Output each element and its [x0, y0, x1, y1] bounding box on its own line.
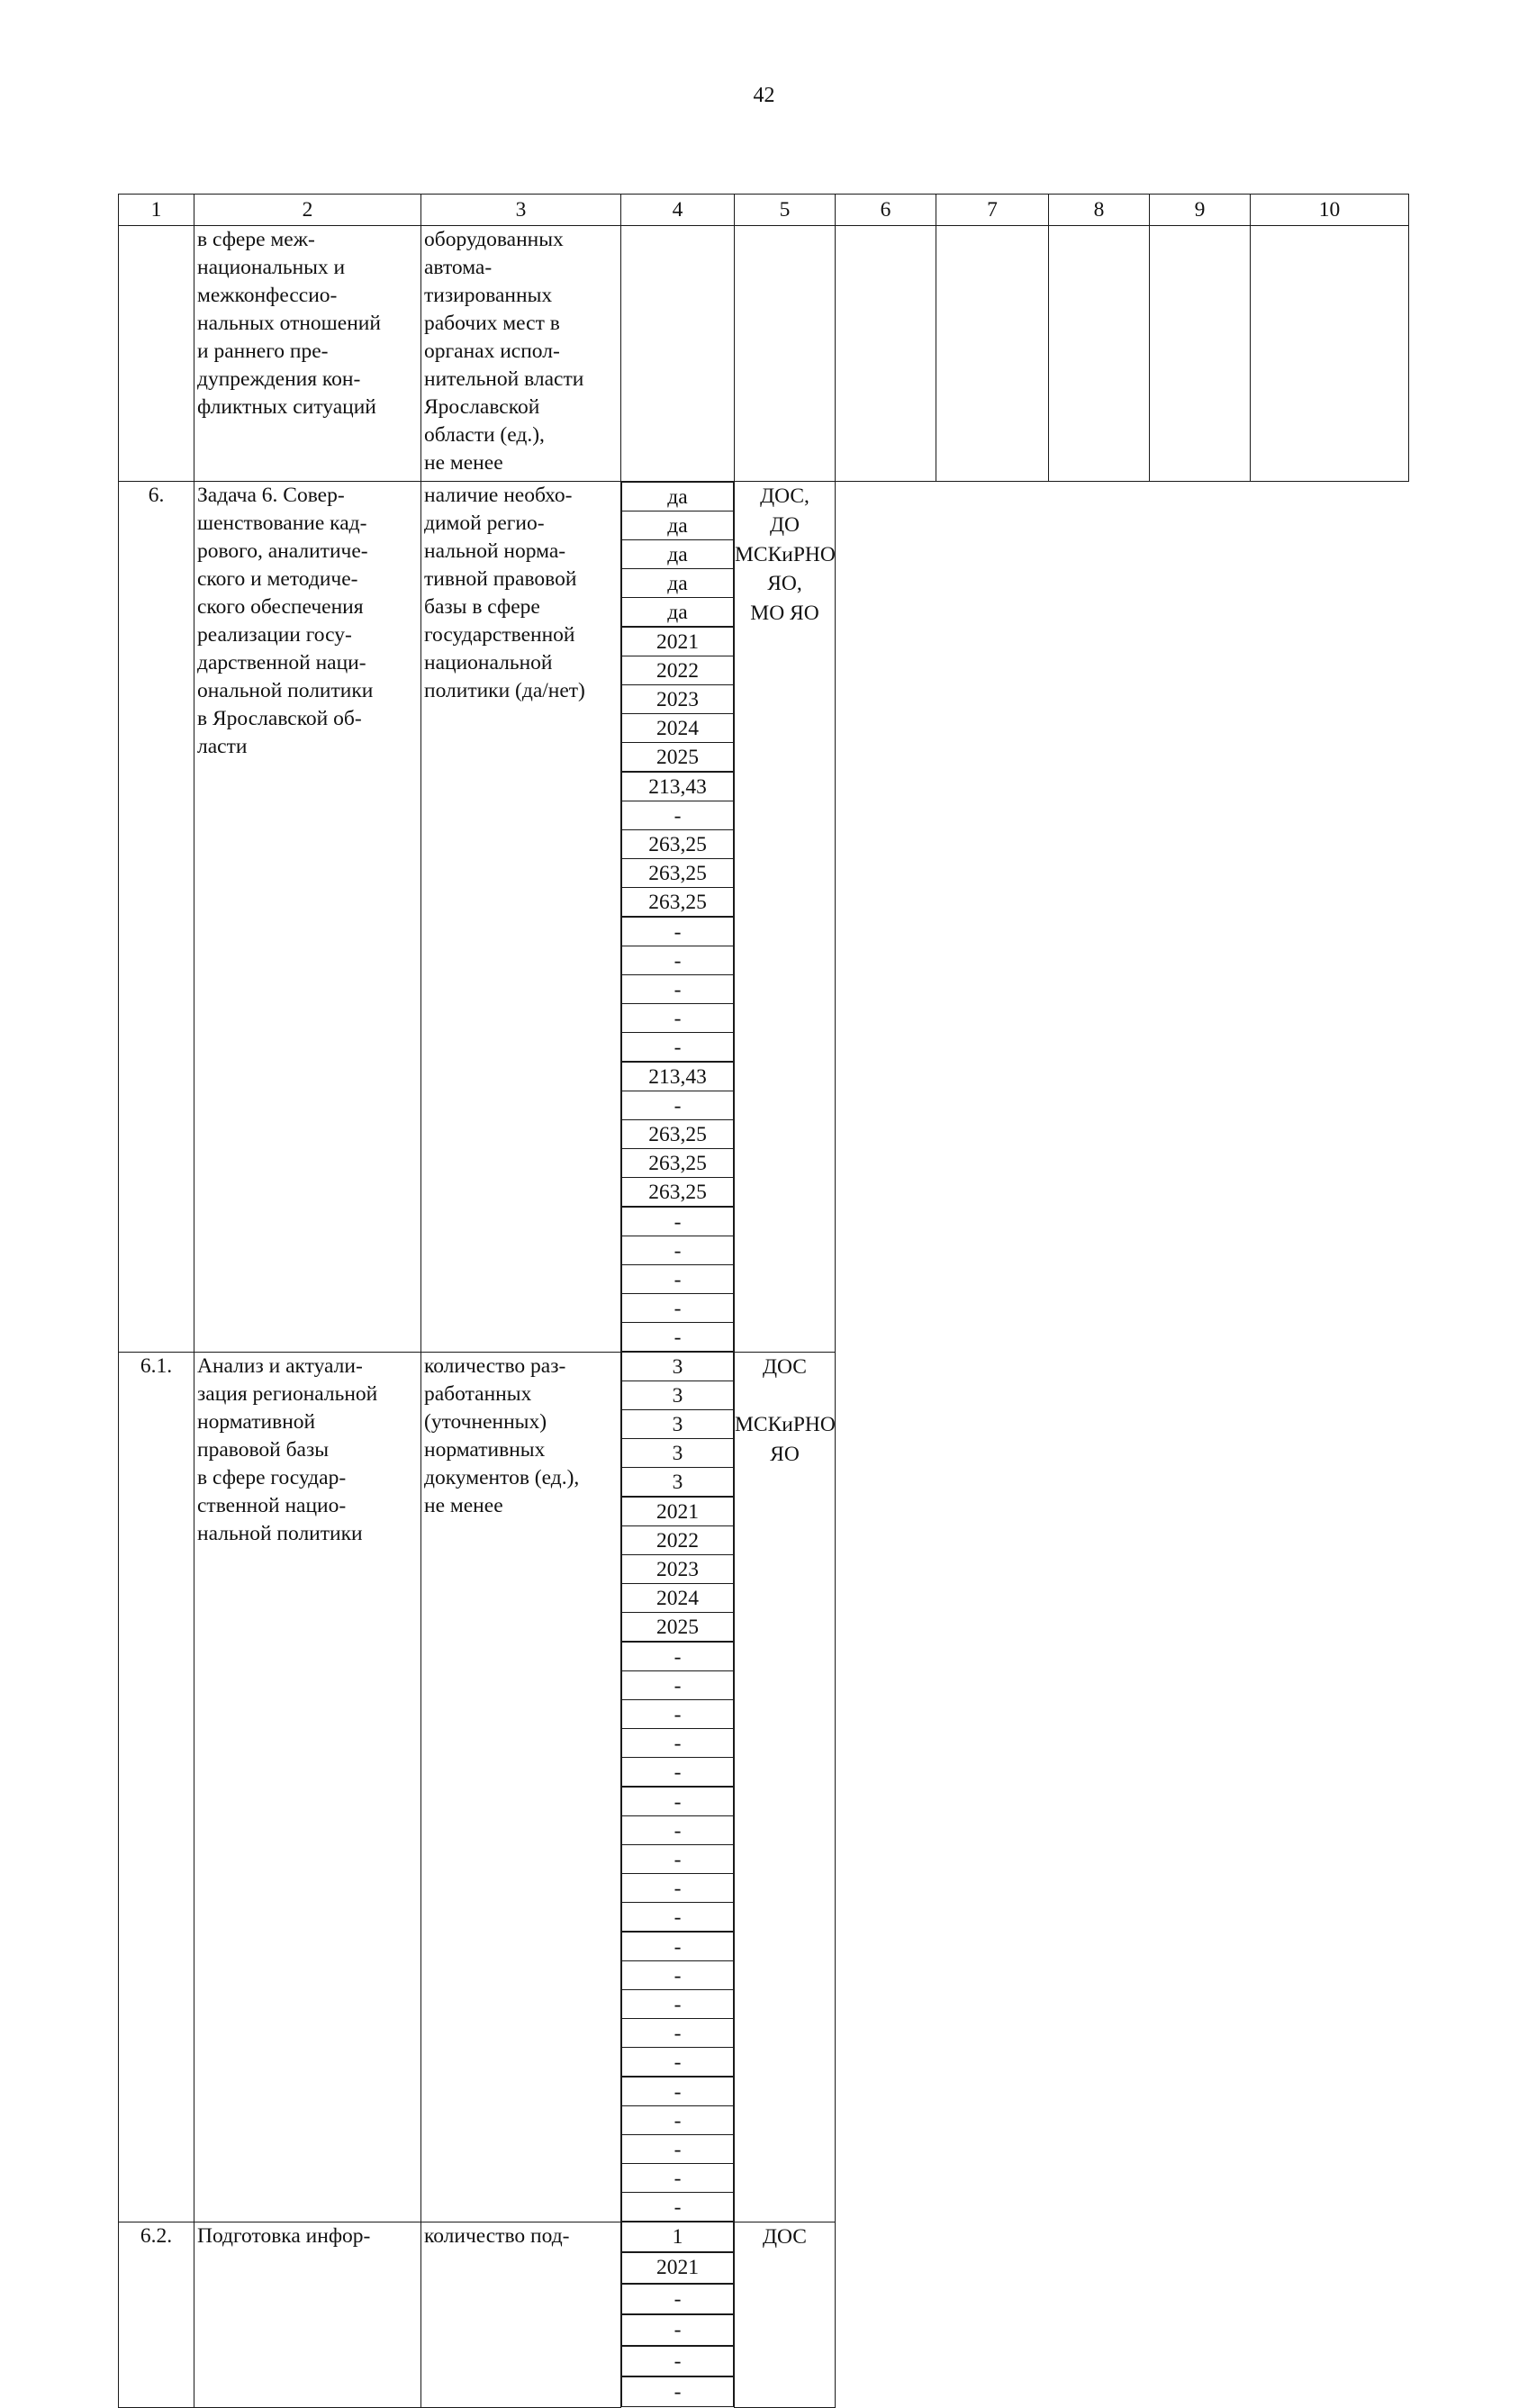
cell-funding-col7	[621, 917, 734, 1062]
cell-line: -	[622, 1208, 733, 1236]
cell-indicator	[421, 2222, 621, 2407]
cell-line: да	[622, 540, 733, 569]
cell-line: -	[622, 1845, 733, 1874]
cell-line: -	[674, 2286, 682, 2311]
cell-line: нительной власти	[424, 367, 584, 391]
cell-responsible	[735, 2222, 836, 2407]
cell-line: ДОС,	[760, 484, 809, 508]
cell-line: ласти	[197, 735, 248, 758]
cell-indicator-value	[621, 2222, 734, 2252]
cell-empty	[936, 226, 1049, 482]
cell-line: рабочих мест в	[424, 312, 560, 335]
header-cell: 10	[1251, 195, 1409, 226]
cell-line: -	[622, 1671, 733, 1700]
cell-line: межконфессио-	[197, 284, 338, 307]
cell-line: правовой базы	[197, 1437, 330, 1462]
table-row-6	[119, 482, 1409, 1353]
cell-line: -	[674, 1761, 682, 1784]
cell-line: -	[622, 1816, 733, 1845]
cell-line: ДОС	[763, 2224, 807, 2249]
cell-line: -	[622, 1265, 733, 1294]
cell-responsible	[735, 482, 836, 1353]
cell-line: -	[674, 1326, 682, 1349]
cell-line: Ярославской	[424, 395, 540, 419]
cell-line: Задача 6. Совер-	[197, 484, 345, 507]
cell-line: МСКиРНО	[735, 1413, 836, 1437]
cell-funding-col8	[621, 2346, 734, 2376]
cell-line: органах испол-	[424, 339, 560, 363]
cell-line: области (ед.),	[424, 423, 545, 447]
cell-line: димой регио-	[424, 511, 545, 535]
cell-line: национальных и	[197, 256, 346, 279]
cell-empty	[1049, 226, 1150, 482]
cell-line: ональной политики	[197, 679, 374, 702]
cell-line: -	[622, 1961, 733, 1990]
cell-line: ственной нацио-	[197, 1493, 347, 1517]
cell-indicator-value	[621, 1352, 734, 1497]
cell-line: 213,43	[622, 773, 733, 801]
cell-line: -	[622, 1236, 733, 1265]
cell-line: тивной правовой	[424, 567, 577, 591]
header-cell: 5	[735, 195, 836, 226]
cell-line: да	[667, 601, 688, 624]
cell-line: 2023	[622, 685, 733, 714]
cell-line: 1	[672, 2225, 683, 2249]
cell-year	[621, 627, 734, 772]
cell-number: 6.1.	[119, 1352, 194, 2222]
cell-line: дарственной наци-	[197, 651, 366, 674]
cell-empty	[1251, 226, 1409, 482]
cell-line: ского и методиче-	[197, 567, 358, 591]
cell-number	[119, 226, 194, 482]
cell-funding-col7	[621, 2314, 734, 2345]
cell-line: -	[674, 1906, 682, 1929]
cell-line: ЯО,	[767, 572, 802, 596]
header-cell: 8	[1049, 195, 1150, 226]
cell-line: 3	[622, 1410, 733, 1439]
cell-line: -	[674, 2379, 682, 2403]
cell-task-name	[194, 482, 421, 1353]
header-cell: 3	[421, 195, 621, 226]
cell-line: Подготовка инфор-	[197, 2223, 371, 2248]
cell-line: Анализ и актуали-	[197, 1353, 363, 1378]
cell-line: 3	[622, 1381, 733, 1410]
cell-line: 3	[622, 1439, 733, 1468]
cell-line: -	[674, 2050, 682, 2074]
cell-line	[735, 1381, 835, 1410]
cell-line: -	[622, 1700, 733, 1729]
cell-line: оборудованных	[424, 228, 564, 251]
cell-line: 2021	[622, 1498, 733, 1526]
cell-line: государственной	[424, 623, 575, 647]
cell-line: да	[622, 569, 733, 598]
cell-line: тизированных	[424, 284, 553, 307]
header-cell: 9	[1150, 195, 1251, 226]
cell-indicator	[421, 482, 621, 1353]
cell-task-name	[194, 1352, 421, 2222]
cell-line: в Ярославской об-	[197, 707, 362, 730]
table-row-6-1	[119, 1352, 1409, 2222]
cell-line: (уточненных)	[424, 1409, 547, 1434]
cell-line: количество под-	[424, 2223, 570, 2248]
cell-line: нальной политики	[197, 1521, 363, 1545]
cell-line: в сфере меж-	[197, 228, 315, 251]
cell-line: МО ЯО	[750, 601, 819, 625]
cell-line: 2021	[656, 2256, 699, 2280]
cell-task-name	[194, 226, 421, 482]
cell-line: -	[622, 1788, 733, 1816]
cell-line: ДО	[769, 513, 800, 538]
cell-line: -	[622, 2164, 733, 2193]
cell-line: -	[622, 801, 733, 830]
cell-line: зация региональной	[197, 1381, 378, 1406]
page-number: 42	[753, 84, 775, 107]
cell-line: 3	[672, 1471, 683, 1494]
cell-line: рового, аналитиче-	[197, 539, 368, 563]
cell-line: политики (да/нет)	[424, 679, 585, 702]
cell-line: 3	[622, 1353, 733, 1381]
cell-line: нальной норма-	[424, 539, 566, 563]
cell-line: -	[622, 1643, 733, 1671]
cell-line: работанных	[424, 1381, 532, 1406]
cell-line: не менее	[424, 451, 503, 475]
cell-line: -	[674, 2349, 682, 2373]
cell-line: -	[622, 2135, 733, 2164]
cell-total-funding	[621, 2284, 734, 2314]
cell-indicator	[421, 226, 621, 482]
cell-line: -	[622, 1874, 733, 1903]
cell-line: -	[622, 975, 733, 1004]
cell-empty	[735, 226, 836, 482]
cell-line: наличие необхо-	[424, 484, 573, 507]
cell-line: -	[622, 1294, 733, 1323]
cell-line: 263,25	[648, 1181, 707, 1204]
cell-task-name	[194, 2222, 421, 2407]
cell-line: фликтных ситуаций	[197, 395, 376, 419]
cell-line: -	[674, 2318, 682, 2342]
cell-line: 2022	[622, 656, 733, 685]
cell-funding-col8	[621, 1932, 734, 2077]
cell-line: 263,25	[622, 1149, 733, 1178]
cell-line: -	[622, 2078, 733, 2106]
cell-line: 263,25	[622, 1120, 733, 1149]
cell-line: 263,25	[622, 830, 733, 859]
cell-funding-col9	[621, 2077, 734, 2222]
cell-line: автома-	[424, 256, 493, 279]
cell-line: 263,25	[648, 891, 707, 914]
cell-line: -	[622, 918, 733, 946]
table-row-continuation	[119, 226, 1409, 482]
cell-line: нормативной	[197, 1409, 316, 1434]
program-table	[118, 194, 1409, 2408]
cell-line: -	[622, 2106, 733, 2135]
cell-funding-col9	[621, 2376, 734, 2407]
cell-line: 2024	[622, 1584, 733, 1613]
header-cell: 7	[936, 195, 1049, 226]
cell-line: ского обеспечения	[197, 595, 364, 619]
cell-line: 213,43	[622, 1063, 733, 1091]
cell-line: 2025	[656, 746, 699, 769]
cell-year	[621, 2252, 734, 2283]
cell-line: и раннего пре-	[197, 339, 329, 363]
cell-line: -	[674, 2195, 682, 2219]
cell-total-funding	[621, 1642, 734, 1787]
header-cell: 1	[119, 195, 194, 226]
cell-line: дупреждения кон-	[197, 367, 361, 391]
cell-line: 263,25	[622, 859, 733, 888]
cell-line: не менее	[424, 1493, 503, 1517]
cell-year	[621, 1497, 734, 1642]
cell-line: -	[622, 2019, 733, 2048]
cell-funding-col9	[621, 1207, 734, 1352]
cell-indicator-value	[621, 482, 734, 627]
cell-line: количество раз-	[424, 1353, 566, 1378]
cell-line: базы в сфере	[424, 595, 540, 619]
cell-responsible	[735, 1352, 836, 2222]
cell-line: -	[622, 1933, 733, 1961]
cell-line: 2021	[622, 628, 733, 656]
cell-funding-col8	[621, 1062, 734, 1207]
header-row	[119, 195, 1409, 226]
cell-line: -	[622, 1990, 733, 2019]
cell-line: МСКиРНО	[735, 542, 836, 566]
cell-line: шенствование кад-	[197, 511, 367, 535]
cell-total-funding	[621, 772, 734, 917]
cell-line: национальной	[424, 651, 553, 674]
cell-empty	[1150, 226, 1251, 482]
cell-indicator	[421, 1352, 621, 2222]
cell-line: 2022	[622, 1526, 733, 1555]
cell-line: нальных отношений	[197, 312, 381, 335]
cell-line: -	[622, 946, 733, 975]
cell-empty	[621, 226, 735, 482]
table-row-6-2	[119, 2222, 1409, 2407]
cell-line: 2023	[622, 1555, 733, 1584]
cell-empty	[836, 226, 936, 482]
cell-line: ЯО	[770, 1442, 800, 1466]
cell-line: в сфере государ-	[197, 1465, 347, 1489]
cell-number: 6.	[119, 482, 194, 1353]
cell-line: 2025	[656, 1616, 699, 1639]
cell-line: нормативных	[424, 1437, 546, 1462]
cell-line: -	[622, 1729, 733, 1758]
cell-line: -	[674, 1036, 682, 1059]
cell-line: да	[622, 511, 733, 540]
cell-line: ДОС	[763, 1354, 807, 1379]
header-cell: 6	[836, 195, 936, 226]
cell-line: -	[622, 1004, 733, 1033]
cell-line: документов (ед.),	[424, 1465, 580, 1489]
cell-line: -	[622, 1091, 733, 1120]
header-cell: 4	[621, 195, 735, 226]
cell-line: да	[622, 483, 733, 511]
cell-line: 2024	[622, 714, 733, 743]
header-cell: 2	[194, 195, 421, 226]
cell-line: реализации госу-	[197, 623, 352, 647]
cell-funding-col7	[621, 1787, 734, 1932]
cell-number: 6.2.	[119, 2222, 194, 2407]
